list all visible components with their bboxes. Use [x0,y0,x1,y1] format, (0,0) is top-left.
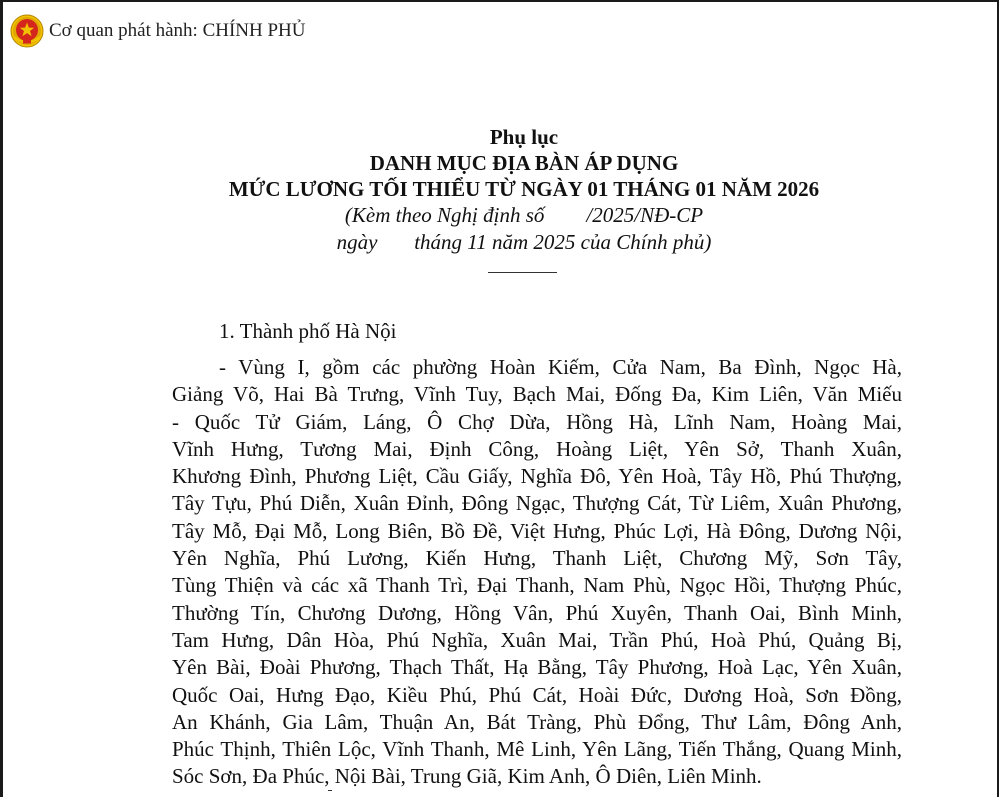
paragraph-line: - Quốc Tử Giám, Láng, Ô Chợ Dừa, Hồng Hà, Lĩnh Nam, Hoàng Mai, [172,409,902,434]
heading-divider [488,272,557,273]
paragraph-line: Yên Bài, Đoài Phương, Thạch Thất, Hạ Bằng, Tây Phương, Hoà Lạc, Yên Xuân, [172,655,902,680]
list-title: DANH MỤC ĐỊA BÀN ÁP DỤNG [369,151,679,175]
decree-date: ngày tháng 11 năm 2025 của Chính phủ) [336,230,712,254]
paragraph-line: Vĩnh Hưng, Tương Mai, Định Công, Hoàng Liệt, Yên Sở, Thanh Xuân, [172,436,902,461]
paragraph-line: An Khánh, Gia Lâm, Thuận An, Bát Tràng, Phù Đổng, Thư Lâm, Đông Anh, [172,709,902,734]
paragraph-line: Thường Tín, Chương Dương, Hồng Vân, Phú Xuyên, Thanh Oai, Bình Minh, [172,600,902,625]
paragraph-line: Phúc Thịnh, Thiên Lộc, Vĩnh Thanh, Mê Linh, Yên Lãng, Tiến Thắng, Quang Minh, [172,737,902,762]
paragraph-line: Yên Nghĩa, Phú Lương, Kiến Hưng, Thanh Liệt, Chương Mỹ, Sơn Tây, [172,546,902,571]
paragraph-line: Giảng Võ, Hai Bà Trưng, Vĩnh Tuy, Bạch Mai, Đống Đa, Kim Liên, Văn Miếu [172,382,902,407]
wage-title: MỨC LƯƠNG TỐI THIỂU TỪ NGÀY 01 THÁNG 01 NĂM 2026 [228,177,820,201]
paragraph-line: Tam Hưng, Dân Hòa, Phú Nghĩa, Xuân Mai, Trần Phú, Hoà Phú, Quảng Bị, [172,627,902,652]
issuer-bar [10,14,306,48]
document-heading [160,124,888,256]
paragraph-line: Tây Mỗ, Đại Mỗ, Long Biên, Bồ Đề, Việt Hưng, Phúc Lợi, Hà Đông, Dương Nội, [172,518,902,543]
decree-reference: (Kèm theo Nghị định số /2025/NĐ-CP [344,203,704,227]
paragraph-line: Sóc Sơn, Đa Phúc, Nội Bài, Trung Giã, Kim Anh, Ô Diên, Liên Minh. [172,764,762,789]
national-emblem-icon [10,14,44,48]
paragraph-line: Tây Tựu, Phú Diễn, Xuân Đỉnh, Đông Ngạc, Thượng Cát, Từ Liêm, Xuân Phương, [172,491,902,516]
section-title: 1. Thành phố Hà Nội [219,319,397,343]
paragraph-line: - Vùng I, gồm các phường Hoàn Kiếm, Cửa Nam, Ba Đình, Ngọc Hà, [219,355,902,379]
paragraph-line: Khương Đình, Phương Liệt, Cầu Giấy, Nghĩa Đô, Yên Hoà, Tây Hồ, Phú Thượng, [172,464,902,489]
issuer-label: Cơ quan phát hành: CHÍNH PHỦ [49,20,306,41]
next-line-fragment [328,790,332,794]
paragraph-line: Quốc Oai, Hưng Đạo, Kiều Phú, Phú Cát, Hoài Đức, Dương Hoà, Sơn Đồng, [172,682,902,707]
region-paragraph [172,354,902,791]
paragraph-line: Tùng Thiện và các xã Thanh Trì, Đại Thanh, Nam Phù, Ngọc Hồi, Thượng Phúc, [172,573,902,598]
appendix-title: Phụ lục [489,125,559,149]
